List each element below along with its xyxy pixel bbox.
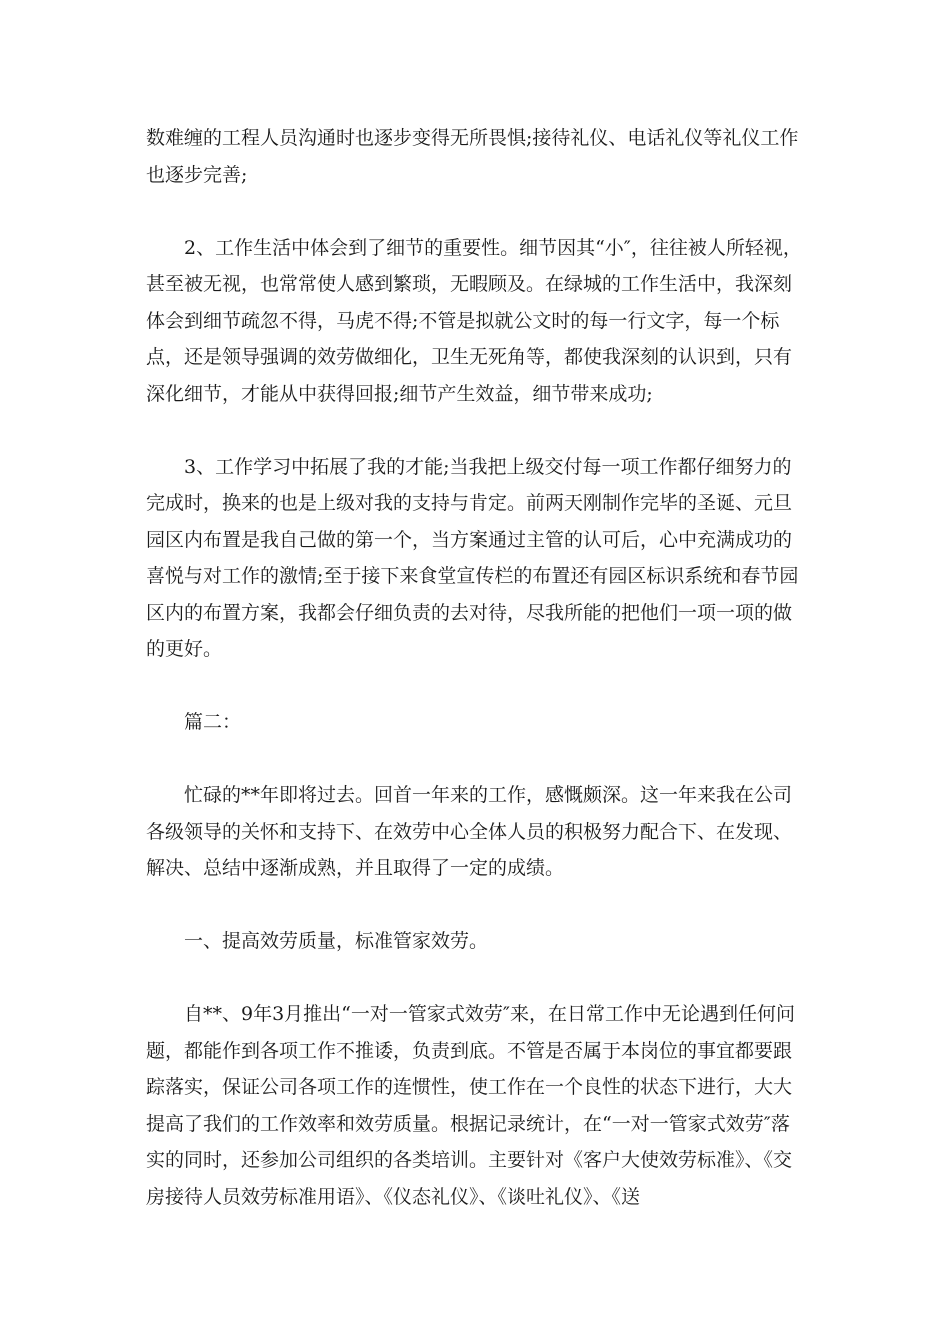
- paragraph-service: 自**、9年3月推出“一对一管家式效劳″来，在日常工作中无论遇到任何问题，都能作到各项工作不推诿，负责到底。不管是否属于本岗位的事宜都要跟踪落实，保证公司各项工作的连惯性，使工作在一个良性的状态下进行，大大提高了我们的工作效率和效劳质量。根据记录统计，在“一对一管家式效劳″落实的同时，还参加公司组织的各类培训。主要针对《客户大使效劳标准》、《交房接待人员效劳标准用语》、《仪态礼仪》、《谈吐礼仪》、《送: [146, 1003, 795, 1208]
- paragraph-gap: [146, 412, 806, 449]
- paragraph-gap: [146, 960, 806, 997]
- paragraph-item-3: 3、工作学习中拓展了我的才能;当我把上级交付每一项工作都仔细努力的完成时，换来的也是上级对我的支持与肯定。前两天刚制作完毕的圣诞、元旦园区内布置是我自己做的第一个，当方案通过主管的认可后，心中充满成功的喜悦与对工作的激情;至于接下来食堂宣传栏的布置还有园区标识系统和春节园区内的布置方案，我都会仔细负责的去对待，尽我所能的把他们一项一项的做的更好。: [146, 455, 799, 660]
- section-heading-one: 一、提高效劳质量，标准管家效劳。: [184, 930, 489, 952]
- paragraph-gap: [146, 193, 806, 230]
- paragraph-gap: [146, 887, 806, 924]
- section-heading-part-two: 篇二：: [184, 711, 242, 733]
- paragraph-gap: [146, 668, 806, 705]
- paragraph-continuation: 数难缠的工程人员沟通时也逐步变得无所畏惧;接待礼仪、电话礼仪等礼仪工作也逐步完善;: [146, 127, 799, 186]
- paragraph-intro: 忙碌的**年即将过去。回首一年来的工作，感慨颇深。这一年来我在公司各级领导的关怀和支持下、在效劳中心全体人员的积极努力配合下、在发现、解决、总结中逐渐成熟，并且取得了一定的成绩。: [146, 784, 793, 879]
- paragraph-item-2: 2、工作生活中体会到了细节的重要性。细节因其“小″，往往被人所轻视，甚至被无视，也常常使人感到繁琐，无暇顾及。在绿城的工作生活中，我深刻体会到细节疏忽不得，马虎不得;不管是拟就公文时的每一行文字，每一个标点，还是领导强调的效劳做细化，卫生无死角等，都使我深刻的认识到，只有深化细节，才能从中获得回报;细节产生效益，细节带来成功;: [146, 236, 802, 405]
- paragraph-gap: [146, 741, 806, 778]
- document-body: [146, 120, 806, 1215]
